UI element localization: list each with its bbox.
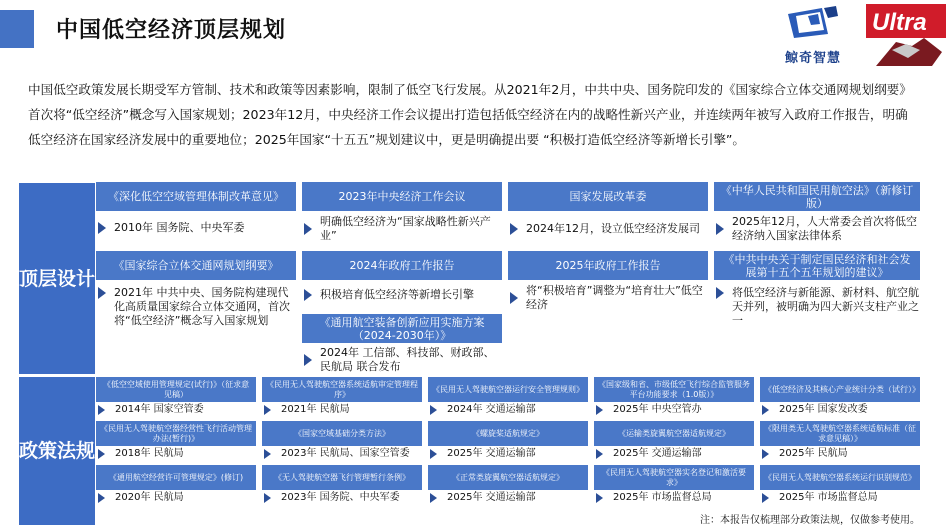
card-body	[508, 213, 708, 245]
arrow-marker-icon	[264, 493, 271, 503]
page-title: 中国低空经济顶层规划	[56, 18, 287, 43]
card-text: 2021年 民航局	[281, 404, 350, 415]
card-text: 2025年12月，人大常委会首次将低空经济纳入国家法律体系	[732, 215, 917, 242]
card-text: 2020年 民航局	[115, 492, 184, 503]
card-title: 《通用航空装备创新应用实施方案（2024-2030年）》	[302, 314, 502, 343]
ultra-logo	[862, 2, 946, 68]
arrow-marker-icon	[762, 405, 769, 415]
card-text: 2024年 交通运输部	[447, 404, 536, 415]
arrow-marker-icon	[430, 493, 437, 503]
section-label-top-design: 顶层设计	[19, 183, 95, 374]
arrow-marker-icon	[264, 405, 271, 415]
card-text: 2025年 市场监督总局	[779, 492, 878, 503]
arrow-marker-icon	[430, 405, 437, 415]
card-text: 2025年 交通运输部	[613, 448, 702, 459]
card-body	[428, 446, 588, 462]
card-body	[96, 213, 296, 242]
card-body	[302, 213, 502, 245]
card-title: 《国家级和省、市级低空飞行综合监管服务平台功能要求（1.0版）》	[594, 377, 754, 402]
card-text: 2023年 国务院、中央军委	[281, 492, 400, 503]
arrow-marker-icon	[596, 405, 603, 415]
arrow-marker-icon	[716, 223, 724, 235]
card-body	[302, 282, 502, 308]
card-text: 2025年 市场监督总局	[613, 492, 712, 503]
arrow-marker-icon	[98, 493, 105, 503]
card-body	[96, 402, 256, 418]
card-text: 2025年 交通运输部	[447, 448, 536, 459]
card-body	[760, 490, 920, 506]
card-title: 2023年中央经济工作会议	[302, 182, 502, 211]
arrow-marker-icon	[596, 493, 603, 503]
card-text: 2025年 国家发改委	[779, 404, 868, 415]
card-body	[760, 446, 920, 462]
arrow-marker-icon	[304, 289, 312, 301]
card-text: 明确低空经济为“国家战略性新兴产业”	[320, 215, 491, 242]
card-body	[428, 490, 588, 506]
card-body	[96, 446, 256, 462]
card-body	[714, 213, 920, 245]
card-title: 《民用无人驾驶航空器运行安全管理规则》	[428, 377, 588, 402]
card-title: 《螺旋桨适航规定》	[428, 421, 588, 446]
card-title: 《民用无人驾驶航空器实名登记和激活要求》	[594, 465, 754, 490]
card-title: 2025年政府工作报告	[508, 251, 708, 280]
ultra-logo-text: Ultra	[872, 9, 927, 36]
arrow-marker-icon	[510, 223, 518, 235]
arrow-marker-icon	[98, 287, 106, 299]
card-body	[714, 282, 920, 326]
arrow-marker-icon	[304, 354, 312, 366]
card-body	[262, 490, 422, 506]
card-body	[428, 402, 588, 418]
arrow-marker-icon	[596, 449, 603, 459]
arrow-marker-icon	[98, 222, 106, 234]
card-body	[594, 402, 754, 418]
card-title: 《民用无人驾驶航空器经营性飞行活动管理办法(暂行)》	[96, 421, 256, 446]
card-text: 2010年 国务院、中央军委	[114, 220, 245, 234]
card-text: 2023年 民航局、国家空管委	[281, 448, 410, 459]
arrow-marker-icon	[716, 287, 724, 299]
card-body	[760, 402, 920, 418]
card-title: 《民用无人驾驶航空器系统适航审定管理程序》	[262, 377, 422, 402]
card-title: 《民用无人驾驶航空器系统运行识别规范》	[760, 465, 920, 490]
arrow-marker-icon	[510, 292, 518, 304]
arrow-marker-icon	[430, 449, 437, 459]
card-title: 《运输类旋翼航空器适航规定》	[594, 421, 754, 446]
title-accent-bar	[0, 10, 34, 48]
card-title: 《中共中央关于制定国民经济和社会发展第十五个五年规划的建议》	[714, 251, 920, 280]
card-title: 国家发展改革委	[508, 182, 708, 211]
arrow-marker-icon	[304, 223, 312, 235]
arrow-marker-icon	[264, 449, 271, 459]
arrow-marker-icon	[762, 493, 769, 503]
card-text: 2025年 中央空管办	[613, 404, 702, 415]
card-text: 2025年 交通运输部	[447, 492, 536, 503]
card-text: 2024年 工信部、科技部、财政部、民航局 联合发布	[320, 346, 495, 373]
card-body	[594, 490, 754, 506]
card-body	[302, 345, 502, 375]
section-label-policy: 政策法规	[19, 377, 95, 525]
brand-logo	[780, 4, 846, 66]
brand-name: 鲸奇智慧	[784, 51, 841, 66]
card-text: 2024年12月，设立低空经济发展司	[526, 222, 700, 235]
arrow-marker-icon	[98, 449, 105, 459]
card-title: 《深化低空空域管理体制改革意见》	[96, 182, 296, 211]
card-title: 《低空空域使用管理规定(试行)》（征求意见稿）	[96, 377, 256, 402]
card-text: 2018年 民航局	[115, 448, 184, 459]
card-title: 《限用类无人驾驶航空器系统适航标准（征求意见稿）》	[760, 421, 920, 446]
card-text: 积极培育低空经济等新增长引擎	[320, 288, 474, 301]
arrow-marker-icon	[98, 405, 105, 415]
card-text: 2014年 国家空管委	[115, 404, 204, 415]
card-title: 《正常类旋翼航空器适航规定》	[428, 465, 588, 490]
arrow-marker-icon	[762, 449, 769, 459]
card-text: 将“积极培育”调整为“培育壮大”低空经济	[526, 284, 703, 311]
card-title: 《通用航空经营许可管理规定》(修订)	[96, 465, 256, 490]
card-body	[96, 490, 256, 506]
card-title: 《无人驾驶航空器飞行管理暂行条例》	[262, 465, 422, 490]
footnote: 注：本报告仅梳理部分政策法规，仅做参考使用。	[700, 515, 920, 526]
whale-logo-icon	[784, 4, 840, 40]
card-title: 《低空经济及其核心产业统计分类（试行）》	[760, 377, 920, 402]
card-title: 《国家空域基础分类方法》	[262, 421, 422, 446]
card-text: 将低空经济与新能源、新材料、航空航天并列，被明确为四大新兴支柱产业之一	[732, 286, 919, 327]
card-body	[262, 446, 422, 462]
card-text: 2025年 民航局	[779, 448, 848, 459]
card-body	[508, 282, 708, 314]
card-title: 2024年政府工作报告	[302, 251, 502, 280]
card-body	[96, 282, 296, 340]
card-body	[594, 446, 754, 462]
card-body	[262, 402, 422, 418]
card-title: 《中华人民共和国民用航空法》（新修订版）	[714, 182, 920, 211]
card-text: 2021年 中共中央、国务院构建现代化高质量国家综合立体交通网，首次将“低空经济”概念写入国家规划	[114, 286, 290, 327]
intro-paragraph: 中国低空政策发展长期受军方管制、技术和政策等因素影响，限制了低空飞行发展。从2021年2月，中共中央、国务院印发的《国家综合立体交通网规划纲要》首次将“低空经济”概念写入国家规划；2023年12月，中央经济工作会议提出打造包括低空经济在内的战略性新兴产业，并连续两年被写入政府工作报告，明确低空经济在国家经济发展中的重要地位；2025年国家“十五五”规划建议中，更是明确提出要 “积极打造低空经济等新增长引擎”。	[28, 82, 912, 147]
card-title: 《国家综合立体交通网规划纲要》	[96, 251, 296, 280]
